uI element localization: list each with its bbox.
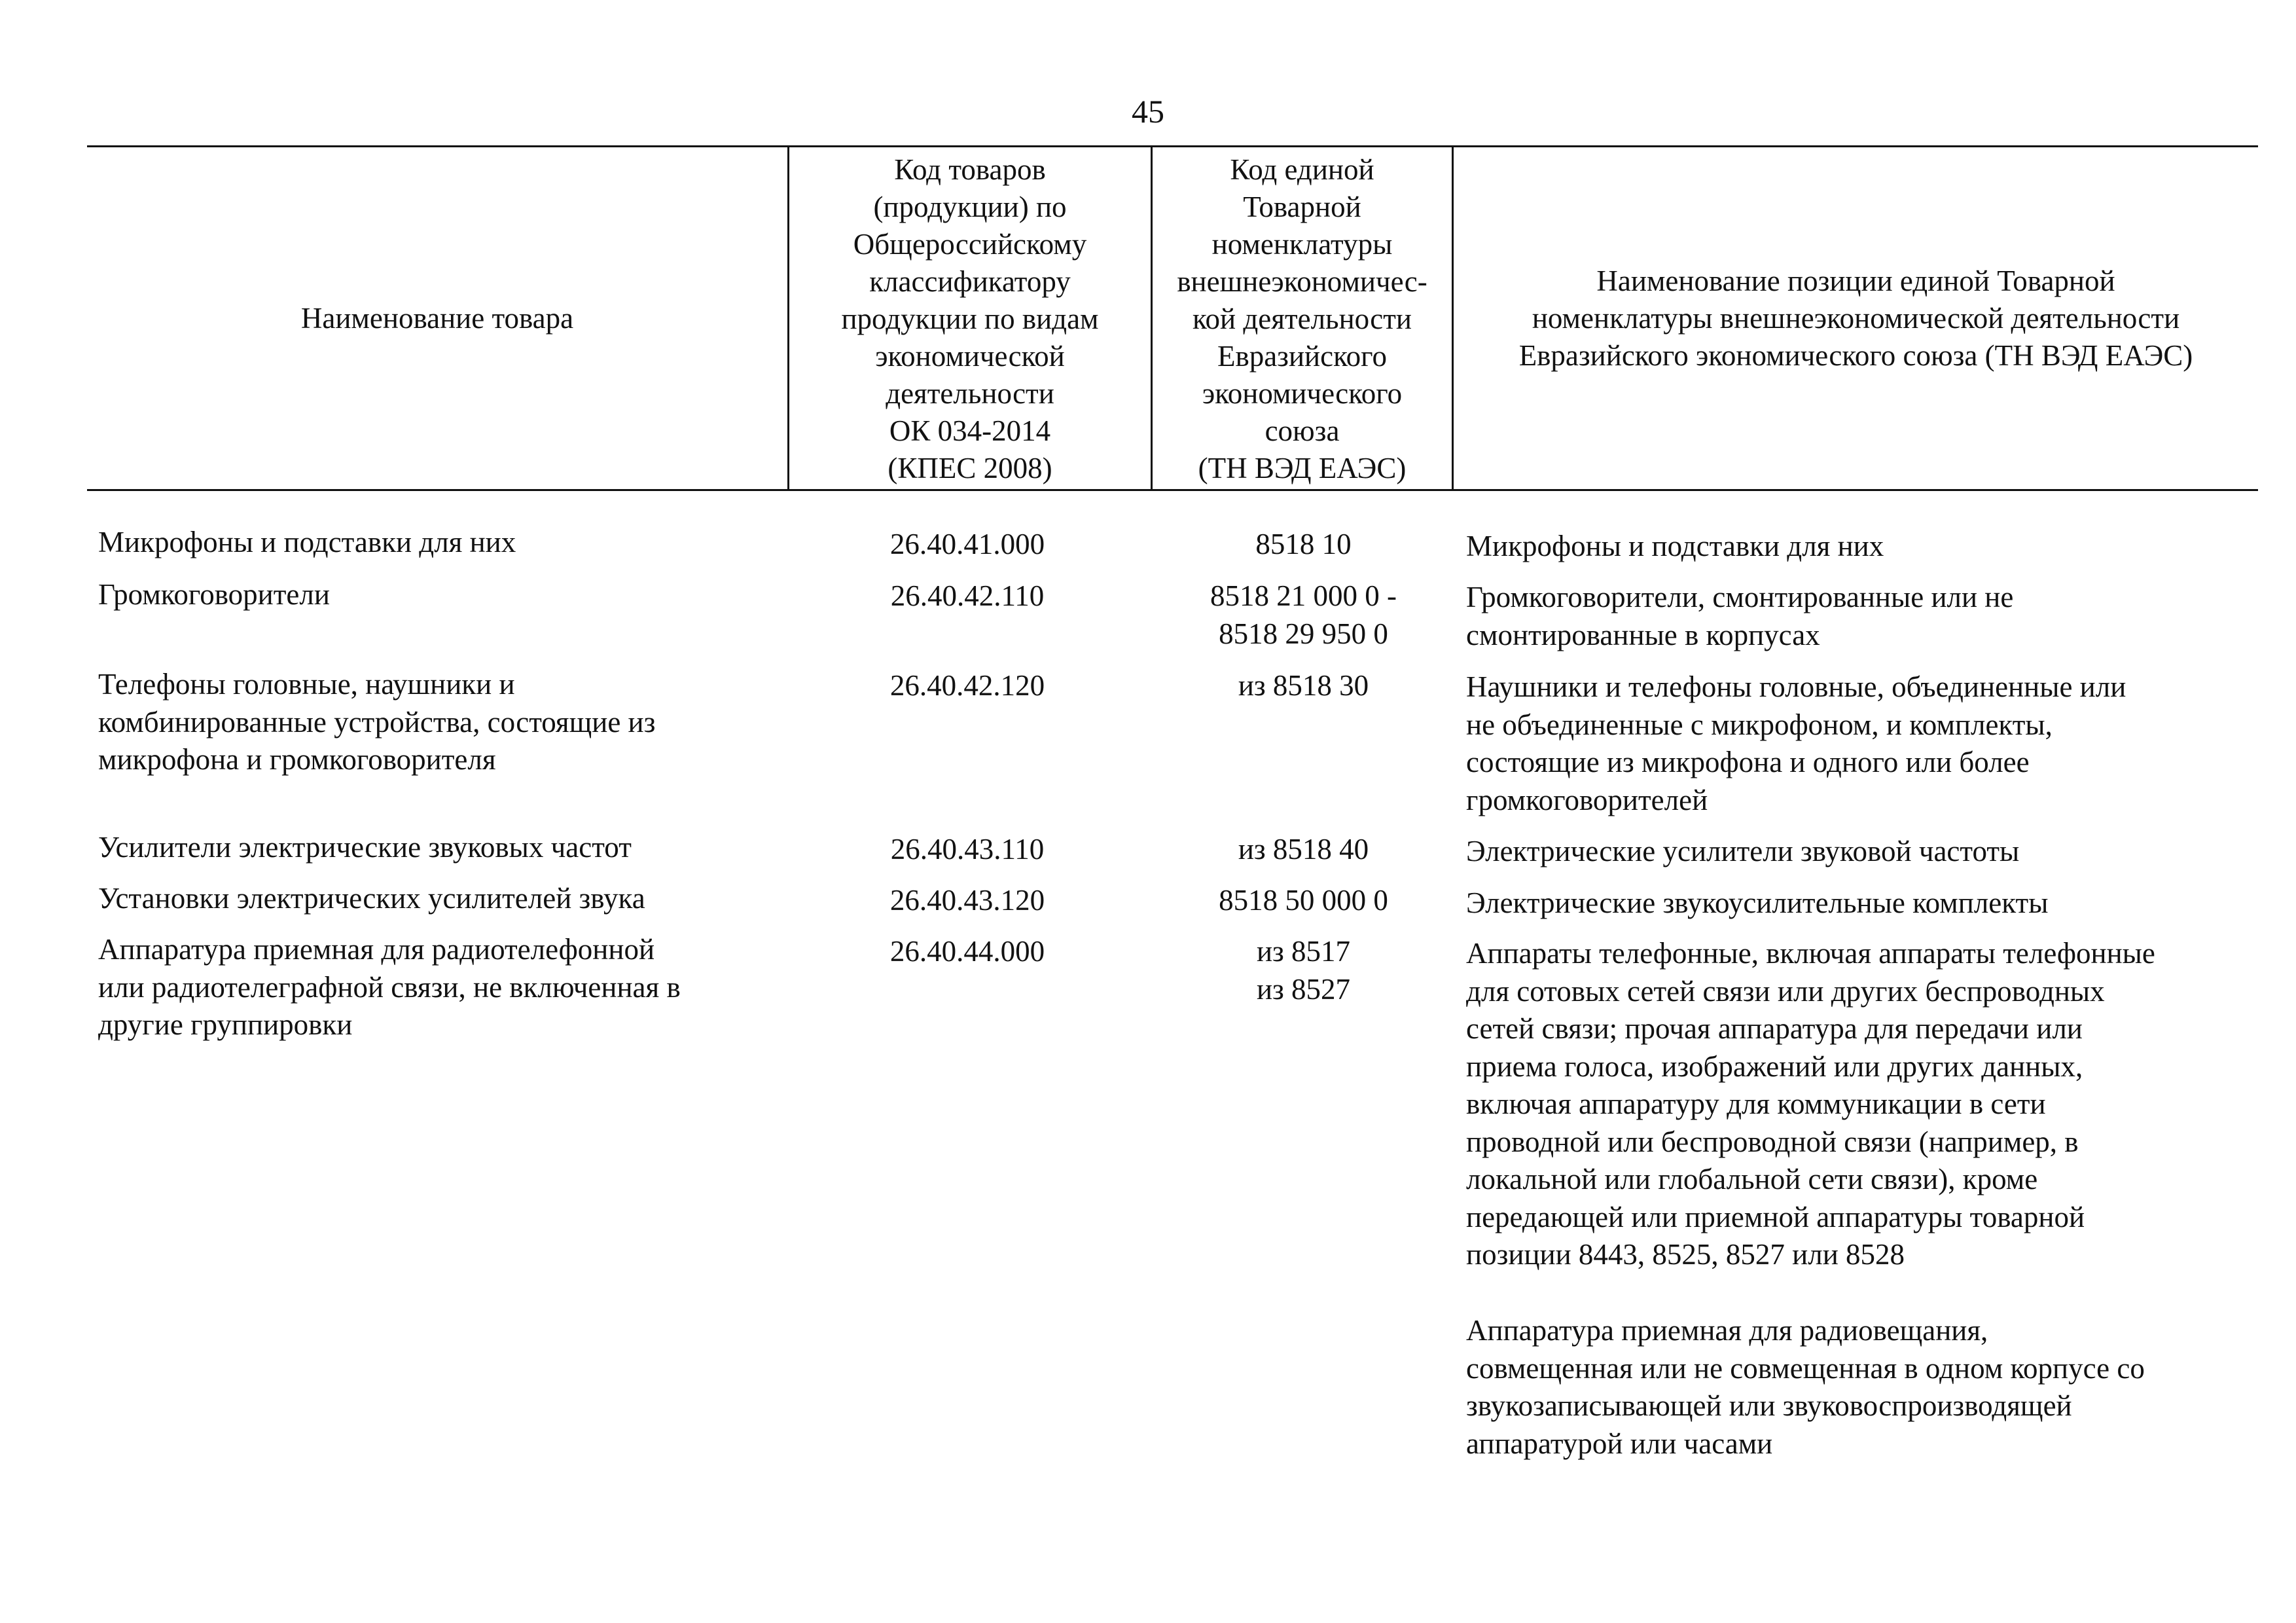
table-row-2-name: Громкоговорители xyxy=(98,578,330,611)
table-row-2-okpd: 26.40.42.110 xyxy=(890,579,1045,612)
table-row-5-tnved: 8518 50 000 0 xyxy=(1219,884,1388,917)
table-row-2-tnved-name: Громкоговорители, смонтированные или не смонтированные в корпусах xyxy=(1466,581,2014,651)
table-row-6-tnved-name: Аппараты телефонные, включая аппараты телефонные для сотовых сетей связи или других беспроводных сетей связи; прочая аппаратура для передачи или приема голоса, изображений или других данных, включая аппаратуру для коммуникации в сети проводной или беспроводной связи (например, в локальной или глобальной сети связи), кроме передающей или приемной аппаратуры товарной позиции 8443, 8525, 8527 или 8528 xyxy=(1466,937,2155,1271)
table-row-6-tnved-name-extra: Аппаратура приемная для радиовещания, совмещенная или не совмещенная в одном корпусе со звукозаписывающей или звуковоспроизводящей аппаратурой или часами xyxy=(1466,1314,2145,1460)
table-row-2-tnved: 8518 21 000 0 - 8518 29 950 0 xyxy=(1210,579,1397,650)
table-row-1-name: Микрофоны и подставки для них xyxy=(98,526,516,558)
header-tnved-position-name: Наименование позиции единой Товарной номенклатуры внешнеэкономической деятельности Евразийского экономического союза (ТН ВЭД ЕАЭС) xyxy=(1518,264,2193,372)
table-row-4-tnved-name: Электрические усилители звуковой частоты xyxy=(1466,835,2020,867)
table-row-5-tnved-name: Электрические звукоусилительные комплекты xyxy=(1466,886,2049,919)
table-row-4-tnved: из 8518 40 xyxy=(1238,833,1369,866)
header-tnved-code: Код единой Товарной номенклатуры внешнеэкономичес- кой деятельности Евразийского экономического союза (ТН ВЭД ЕАЭС) xyxy=(1177,153,1427,484)
table-row-3-name: Телефоны головные, наушники и комбинированные устройства, состоящие из микрофона и громкоговорителя xyxy=(98,668,656,776)
table-row-3-okpd: 26.40.42.120 xyxy=(889,669,1045,702)
table-header xyxy=(87,145,2258,491)
table-row-5-name: Установки электрических усилителей звука xyxy=(98,882,645,915)
table-row-1-tnved: 8518 10 xyxy=(1255,528,1352,560)
header-product-name: Наименование товара xyxy=(300,301,574,335)
table-row-4-name: Усилители электрические звуковых частот xyxy=(98,831,632,864)
table-row-3-tnved-name: Наушники и телефоны головные, объединенные или не объединенные с микрофоном, и комплекты, состоящие из микрофона и одного или более громкоговорителей xyxy=(1466,670,2126,816)
table-row-3-tnved: из 8518 30 xyxy=(1238,669,1369,702)
table-row-6-tnved: из 8517 из 8527 xyxy=(1256,935,1351,1006)
page-number: 45 xyxy=(1132,93,1164,130)
table-row-1-tnved-name: Микрофоны и подставки для них xyxy=(1466,530,1884,562)
table-row-1-okpd: 26.40.41.000 xyxy=(889,528,1045,560)
table-row-6-okpd: 26.40.44.000 xyxy=(889,935,1045,968)
table-row-4-okpd: 26.40.43.110 xyxy=(890,833,1045,866)
table-row-6-name: Аппаратура приемная для радиотелефонной или радиотелеграфной связи, не включенная в другие группировки xyxy=(98,933,681,1041)
table-row-5-okpd: 26.40.43.120 xyxy=(889,884,1045,917)
header-okpd-code: Код товаров (продукции) по Общероссийскому классификатору продукции по видам экономической деятельности ОК 034-2014 (КПЕС 2008) xyxy=(841,153,1099,484)
